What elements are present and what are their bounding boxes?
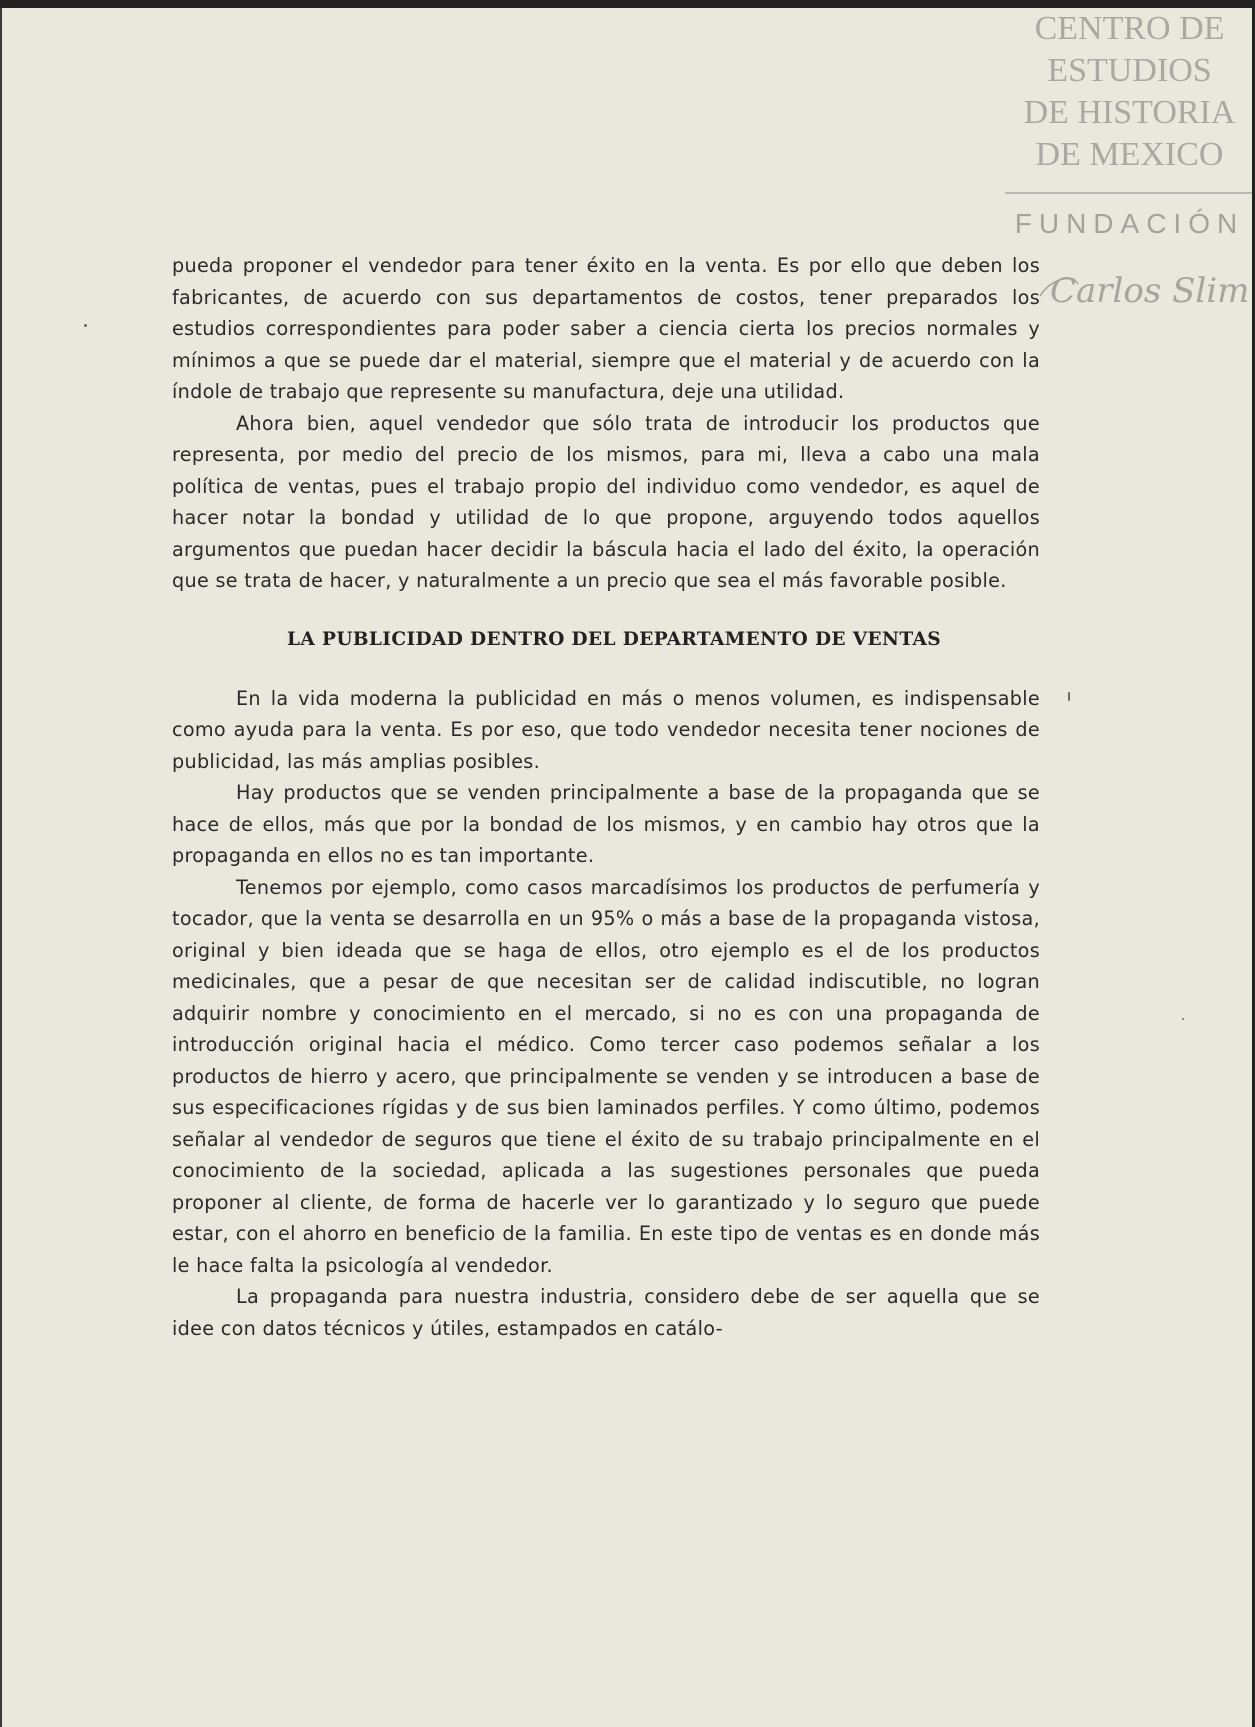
- archive-watermark: [1005, 8, 1252, 176]
- watermark-divider: [1005, 192, 1252, 194]
- svg-text:Carlos Slim: Carlos Slim: [1050, 271, 1250, 311]
- watermark-line-3: DE HISTORIA: [1023, 94, 1236, 131]
- paragraph-3: En la vida moderna la publicidad en más o menos volumen, es indispensable como ayuda para la venta. Es por eso, que todo vendedor necesita tener nociones de publicidad, las más amplias posibles.: [172, 686, 1040, 773]
- paper-speck: [84, 324, 87, 327]
- watermark-line-1: CENTRO DE: [1034, 10, 1225, 47]
- watermark-line-4: DE MEXICO: [1035, 136, 1224, 173]
- paragraph-1: pueda proponer el vendedor para tener éxito en la venta. Es por ello que deben los fabricantes, de acuerdo con sus departamentos de costos, tener preparados los estudios correspondientes para poder saber a ciencia cierta los precios normales y mínimos a que se puede dar el material, siempre que el material y de acuerdo con la índole de trabajo que represente su manufactura, deje una utilidad.: [172, 254, 1040, 403]
- paragraph-5: Tenemos por ejemplo, como casos marcadísimos los productos de perfumería y tocador, que la venta se desarrolla en un 95% o más a base de la propaganda vistosa, original y bien ideada que se haga de ellos, otro ejemplo es el de los productos medicinales, que a pesar de que necesitan ser de calidad indiscutible, no logran adquirir nombre y conocimiento en el mercado, si no es con una propaganda de introducción original hacia el médico. Como tercer caso podemos señalar a los productos de hierro y acero, que principalmente se venden y se introducen a base de sus especificaciones rígidas y de sus bien laminados perfiles. Y como último, podemos señalar al vendedor de seguros que tiene el éxito de su trabajo principalmente en el conocimiento de la sociedad, aplicada a las sugestiones personales que pueda proponer al cliente, de forma de hacerle ver lo garantizado y lo seguro que puede estar, con el ahorro en beneficio de la familia. En este tipo de ventas es en donde más le hace falta la psicología al vendedor.: [172, 875, 1040, 1277]
- paragraph-2: Ahora bien, aquel vendedor que sólo trata de introducir los productos que representa, por medio del precio de los mismos, para mi, lleva a cabo una mala política de ventas, pues el trabajo propio del individuo como vendedor, es aquel de hacer notar la bondad y utilidad de lo que propone, arguyendo todos aquellos argumentos que puedan hacer decidir la báscula hacia el lado del éxito, la operación que se trata de hacer, y naturalmente a un precio que sea el más favorable posible.: [172, 411, 1040, 592]
- document-body: [172, 250, 1040, 1344]
- paragraph-4: Hay productos que se venden principalmente a base de la propaganda que se hace de ellos, más que por la bondad de los mismos, y en cambio hay otros que la propaganda en ellos no es tan importante.: [172, 781, 1040, 867]
- watermark-signature: [1032, 258, 1252, 318]
- paragraph-6: La propaganda para nuestra industria, considero debe de ser aquella que se idee con datos técnicos y útiles, estampados en catálo-: [172, 1285, 1040, 1340]
- paper-speck: [1068, 692, 1070, 701]
- watermark-line-2: ESTUDIOS: [1047, 52, 1212, 89]
- paper-speck: [1182, 1018, 1184, 1020]
- section-heading: LA PUBLICIDAD DENTRO DEL DEPARTAMENTO DE VENTAS: [287, 628, 941, 650]
- watermark-foundation: FUNDACIÓN: [1014, 208, 1245, 239]
- scanned-page: [0, 8, 1252, 1727]
